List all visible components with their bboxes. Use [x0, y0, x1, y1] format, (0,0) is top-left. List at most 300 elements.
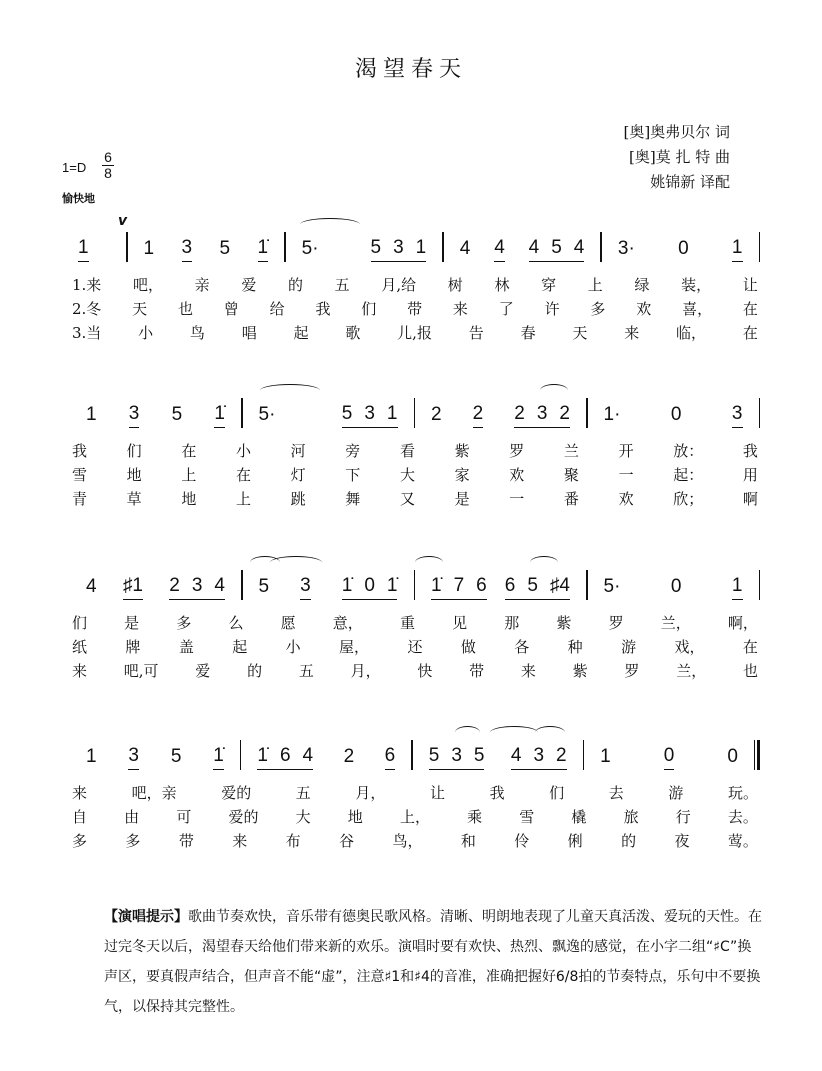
tie-slur [535, 726, 565, 739]
note: 5· [603, 576, 621, 597]
note: 0 [678, 238, 689, 259]
lyric-syllable: 放： [673, 442, 704, 460]
lyrics [70, 782, 760, 854]
lyric-syllable: 家 [454, 466, 470, 484]
note: 1̇ [214, 403, 225, 424]
lyric-syllable: 牌 [125, 638, 141, 656]
final-barline [754, 740, 760, 770]
lyrics-verse-1 [70, 612, 760, 636]
note: 6 [384, 745, 396, 766]
note: 1 [86, 746, 97, 767]
meter-bottom: 8 [104, 165, 112, 181]
score-system [70, 222, 760, 346]
lyric-syllable: 自 [72, 808, 88, 826]
lyrics [70, 612, 760, 684]
note-group [529, 237, 585, 262]
measure [243, 575, 414, 600]
note-group [182, 237, 193, 262]
lyric-syllable: 可 [176, 808, 192, 826]
note: 3 [533, 745, 545, 766]
lyric-syllable: 雪 [519, 808, 535, 826]
note: 6 [279, 745, 291, 766]
note: 1 [86, 404, 97, 425]
lyric-syllable: 开 [618, 442, 634, 460]
tempo-marking: 愉快地 [62, 192, 95, 205]
notes-row [70, 730, 760, 770]
lyric-syllable: 兰 [563, 442, 579, 460]
lyric-syllable: 吧,可 [123, 662, 159, 680]
lyric-syllable: 爱的 [228, 808, 259, 826]
lyric-syllable: 3.当 [72, 324, 102, 342]
note: 1 [600, 746, 611, 767]
note: 3 [536, 403, 548, 424]
lyric-syllable: 爱的 [221, 784, 252, 802]
note: 5 [219, 238, 231, 259]
lyric-syllable: 舞 [345, 490, 361, 508]
note-group [371, 237, 427, 262]
lyric-syllable: 曾 [223, 300, 239, 318]
note: 1 [731, 575, 743, 596]
note: 4 [459, 238, 471, 259]
note-group [144, 238, 155, 262]
lyric-syllable: 告 [468, 324, 484, 342]
lyric-syllable: 夜 [674, 832, 690, 850]
note: 5· [258, 404, 276, 425]
lyrics-verse-2 [70, 464, 760, 488]
lyric-syllable: 上 [587, 276, 603, 294]
composer: [奥]莫 扎 特 曲 [628, 148, 730, 166]
lyric-syllable: 和 [460, 832, 476, 850]
lyric-syllable: 小 [235, 442, 251, 460]
note: 4 [494, 237, 505, 258]
lyric-syllable: 五 [295, 784, 311, 802]
lyric-syllable: 地 [181, 490, 197, 508]
lyric-syllable: 啊 [742, 490, 758, 508]
note: 0 [663, 745, 675, 766]
lyric-syllable: 月， [355, 784, 386, 802]
measure [286, 237, 443, 262]
note-group [460, 238, 471, 262]
lyric-syllable: 还 [407, 638, 423, 656]
note: 3 [731, 403, 743, 424]
lyric-syllable: 来 [624, 324, 640, 342]
note: 3 [393, 237, 404, 258]
lyric-syllable: 草 [126, 490, 142, 508]
note-group [342, 575, 398, 600]
note-group [429, 745, 485, 770]
note: 5 [473, 745, 485, 766]
note-group [78, 237, 89, 262]
note: 1 [78, 237, 89, 258]
note-group [86, 746, 97, 770]
lyric-syllable: 又 [399, 490, 415, 508]
measure [415, 575, 586, 600]
note: 1· [603, 404, 621, 425]
note: 4 [214, 575, 225, 596]
lyric-syllable: 天 [572, 324, 588, 342]
tie-slur [490, 726, 538, 739]
lyrics-verse-1 [70, 274, 760, 298]
lyric-syllable: 么 [228, 614, 244, 632]
lyrics-verse-3 [70, 660, 760, 684]
note: 0 [727, 746, 738, 767]
lyrics-verse-2 [70, 806, 760, 830]
lyric-syllable: 们 [361, 300, 377, 318]
time-signature [102, 150, 114, 181]
lyric-syllable: 愿 [280, 614, 296, 632]
lyric-syllable: 跳 [290, 490, 306, 508]
lyric-syllable: 罗 [509, 442, 525, 460]
note-group [732, 575, 743, 600]
note: 5 [258, 576, 270, 597]
lyric-syllable: 带 [407, 300, 423, 318]
lyric-syllable: 们 [126, 442, 142, 460]
lyric-syllable: 旅 [623, 808, 639, 826]
lyric-syllable: 的 [287, 276, 303, 294]
note: 3 [128, 745, 139, 766]
note: 3 [128, 403, 140, 424]
lyric-syllable: 谷 [339, 832, 355, 850]
note: 1 [415, 237, 427, 258]
note: 5 [551, 237, 562, 258]
lyric-syllable: 多 [590, 300, 606, 318]
note-group [385, 745, 396, 770]
note: 2 [169, 575, 180, 596]
note: 2 [343, 746, 355, 767]
lyric-syllable: 玩。 [727, 784, 758, 802]
lyric-syllable: 一 [509, 490, 525, 508]
measure [243, 403, 414, 428]
lyric-syllable: 五 [298, 662, 314, 680]
lyric-syllable: 快 [417, 662, 433, 680]
note-group [259, 576, 270, 600]
lyric-syllable: 啊， [727, 614, 758, 632]
note-group [511, 745, 567, 770]
lyric-syllable: 来 [452, 300, 468, 318]
measure [70, 403, 241, 428]
lyric-syllable: 重 [399, 614, 415, 632]
lyric-syllable: 看 [399, 442, 415, 460]
lyric-syllable: 们 [549, 784, 565, 802]
lyrics-verse-3 [70, 830, 760, 854]
note: 1 [143, 238, 155, 259]
lyric-syllable: 那 [504, 614, 520, 632]
lyric-syllable: 下 [345, 466, 361, 484]
lyric-syllable: 们 [72, 614, 88, 632]
lyric-syllable: 我 [72, 442, 88, 460]
note: 7 [453, 575, 465, 596]
note: 5 [170, 746, 182, 767]
measure [241, 745, 411, 770]
lyrics-verse-3 [70, 322, 760, 346]
measure [413, 745, 583, 770]
tie-slur [530, 556, 558, 569]
score-system [70, 560, 760, 684]
note-group [300, 575, 311, 600]
note: 3· [617, 238, 635, 259]
tie-slur [455, 726, 480, 739]
lyric-syllable: 欣； [673, 490, 704, 508]
lyric-syllable: 我 [315, 300, 331, 318]
lyric-syllable: 我 [489, 784, 505, 802]
note-group [169, 575, 225, 600]
note-group [671, 576, 682, 600]
note-group [514, 403, 570, 428]
lyric-syllable: 也 [177, 300, 193, 318]
note-group [259, 404, 276, 428]
lyric-syllable: 歌 [345, 324, 361, 342]
lyric-syllable: 旁 [345, 442, 361, 460]
note-group [258, 237, 269, 262]
lyric-syllable: 也 [742, 662, 758, 680]
lyric-syllable: 俐 [567, 832, 583, 850]
lyric-syllable: 种 [567, 638, 583, 656]
lyric-syllable: 做 [460, 638, 476, 656]
tie-slur [415, 556, 443, 569]
lyric-syllable: 地 [347, 808, 363, 826]
lyric-syllable: 起： [673, 466, 704, 484]
note-group [342, 403, 398, 428]
lyric-syllable: 用 [742, 466, 758, 484]
lyric-syllable: 我 [742, 442, 758, 460]
lyric-syllable: 番 [563, 490, 579, 508]
note-group [664, 745, 675, 770]
tips-text: 歌曲节奏欢快，音乐带有德奥民歌风格。清晰、明朗地表现了儿童天真活泼、爱玩的天性。在过完冬天以后，渴望春天给他们带来新的欢乐。演唱时要有欢快、热烈、飘逸的感觉，在小字二组“♯C”换声区，要真假声结合，但声音不能“虚”，注意♯1和♯4的音准，准确把握好6/8拍的节奏特点，乐句中不要换气，以保持其完整性。 [104, 909, 762, 1015]
note-group [86, 404, 97, 428]
note-group [213, 745, 224, 770]
lyric-syllable: 河 [290, 442, 306, 460]
lyric-syllable: 布 [285, 832, 301, 850]
lyric-syllable: 林 [494, 276, 510, 294]
note-group [171, 746, 182, 770]
lyric-syllable: 在 [235, 466, 251, 484]
lyric-syllable: 亲 [194, 276, 210, 294]
lyric-syllable: 大 [399, 466, 415, 484]
note: 0 [364, 575, 375, 596]
measure [588, 403, 759, 428]
note-group [604, 404, 621, 428]
lyric-syllable: 纸 [72, 638, 88, 656]
lyric-syllable: 罗 [608, 614, 624, 632]
lyricist: [奥]奥弗贝尔 词 [623, 123, 730, 141]
lyric-syllable: 多 [176, 614, 192, 632]
note: 2 [431, 404, 442, 425]
note: 1̇ [431, 575, 442, 596]
score-system [70, 730, 760, 854]
measure [70, 575, 241, 600]
lyric-syllable: 在 [181, 442, 197, 460]
note: 5· [301, 238, 319, 259]
note: 5 [370, 237, 382, 258]
lyric-syllable: 罗 [624, 662, 640, 680]
lyric-syllable: 让 [429, 784, 445, 802]
lyric-syllable: 许 [544, 300, 560, 318]
note: 4 [86, 576, 97, 597]
meter-top: 6 [104, 149, 112, 165]
note-group [494, 237, 505, 262]
measure [602, 237, 759, 262]
lyric-syllable: 的 [621, 832, 637, 850]
lyric-syllable: 的 [247, 662, 263, 680]
lyric-syllable: 兰， [676, 662, 707, 680]
lyric-syllable: 是 [454, 490, 470, 508]
lyric-syllable: 各 [514, 638, 530, 656]
notes-row [70, 222, 760, 262]
note: 4 [302, 745, 314, 766]
note: 3 [181, 237, 193, 258]
note: 1 [731, 237, 743, 258]
lyric-syllable: 在 [742, 324, 758, 342]
lyric-syllable: 一 [618, 466, 634, 484]
lyric-syllable: 上， [399, 808, 430, 826]
lyric-syllable: 由 [124, 808, 140, 826]
lyric-syllable: 起 [232, 638, 248, 656]
lyric-syllable: 多 [125, 832, 141, 850]
lyric-syllable: 小 [138, 324, 154, 342]
note-group [302, 238, 319, 262]
note: 2 [514, 403, 525, 424]
note: 3 [364, 403, 375, 424]
lyric-syllable: 爱 [241, 276, 257, 294]
lyric-syllable: 鸟， [392, 832, 423, 850]
note: 3 [451, 745, 462, 766]
song-title: 渴望春天 [354, 57, 467, 82]
breath-mark-icon: v [118, 213, 128, 229]
tie-slur [260, 384, 320, 397]
notes-row [70, 388, 760, 428]
note-group [86, 576, 97, 600]
lyric-syllable: 带 [469, 662, 485, 680]
lyric-syllable: 兰， [660, 614, 691, 632]
lyric-syllable: 来 [232, 832, 248, 850]
note: 6 [504, 575, 516, 596]
tie-slur [540, 384, 568, 397]
lyric-syllable: 欢 [618, 490, 634, 508]
lyrics-verse-1 [70, 782, 760, 806]
lyrics-verse-2 [70, 636, 760, 660]
note: 1̇ [386, 575, 398, 596]
note: 1̇ [341, 575, 353, 596]
lyric-syllable: 紫 [556, 614, 572, 632]
note-group [220, 238, 231, 262]
lyric-syllable: 儿,报 [397, 324, 432, 342]
lyric-syllable: 1.来 [72, 276, 102, 294]
lyric-syllable: 装， [681, 276, 712, 294]
lyric-syllable: 吧， [132, 276, 163, 294]
barline [759, 232, 761, 262]
lyric-syllable: 意， [332, 614, 363, 632]
lyrics [70, 440, 760, 512]
lyric-syllable: 莺。 [727, 832, 758, 850]
score-system [70, 388, 760, 512]
lyric-syllable: 去 [608, 784, 624, 802]
note-group [129, 403, 140, 428]
lyric-syllable: 五 [334, 276, 350, 294]
measure [70, 745, 240, 770]
note: 2 [559, 403, 570, 424]
note: 0 [670, 404, 682, 425]
tie-slur [270, 556, 322, 569]
note: 1̇ [257, 745, 268, 766]
lyric-syllable: 喜， [682, 300, 713, 318]
lyric-syllable: 来 [72, 662, 88, 680]
note-group [473, 403, 484, 428]
note-group [600, 746, 611, 770]
note-group [727, 746, 738, 770]
lyric-syllable: 起 [293, 324, 309, 342]
note-group [128, 745, 139, 770]
lyric-syllable: 雪 [72, 466, 88, 484]
lyric-syllable: 紫 [454, 442, 470, 460]
note: 6 [476, 575, 487, 596]
lyric-syllable: 来 [72, 784, 88, 802]
note: 4 [528, 237, 540, 258]
lyric-syllable: 戏， [674, 638, 705, 656]
note: ♯4 [549, 575, 570, 596]
note-group [505, 575, 570, 600]
lyric-syllable: 月， [350, 662, 381, 680]
note: 3 [300, 575, 311, 596]
note-group [257, 745, 313, 770]
lyric-syllable: 春 [520, 324, 536, 342]
lyric-syllable: 绿 [634, 276, 650, 294]
lyric-syllable: 聚 [563, 466, 579, 484]
lyric-syllable: 去。 [727, 808, 758, 826]
lyric-syllable: 大 [295, 808, 311, 826]
lyric-syllable: 见 [452, 614, 468, 632]
measure [70, 237, 126, 262]
lyrics-verse-3 [70, 488, 760, 512]
translator: 姚锦新 译配 [650, 173, 730, 191]
lyric-syllable: 上 [181, 466, 197, 484]
lyric-syllable: 唱 [241, 324, 257, 342]
barline [759, 398, 761, 428]
lyric-syllable: 欢 [509, 466, 525, 484]
performance-tips [104, 902, 764, 1022]
key-signature: 1=D [62, 160, 87, 175]
lyric-syllable: 给 [269, 300, 285, 318]
note: 1̇ [257, 237, 269, 258]
credits [624, 120, 730, 195]
note: 5 [428, 745, 440, 766]
lyric-syllable: 行 [675, 808, 691, 826]
note: 1̇ [213, 745, 224, 766]
lyric-syllable: 小 [285, 638, 301, 656]
note-group [431, 575, 487, 600]
lyric-syllable: 在 [742, 638, 758, 656]
note-group [732, 403, 743, 428]
lyric-syllable: 鸟 [189, 324, 205, 342]
lyric-syllable: 天 [132, 300, 148, 318]
lyric-syllable: 来 [520, 662, 536, 680]
lyric-syllable: 带 [178, 832, 194, 850]
lyrics-verse-2 [70, 298, 760, 322]
measure [444, 237, 601, 262]
measure [584, 745, 754, 770]
note: ♯1 [122, 575, 143, 596]
note-group [618, 238, 635, 262]
lyric-syllable: 紫 [572, 662, 588, 680]
lyric-syllable: 游 [621, 638, 637, 656]
note: 3 [191, 575, 203, 596]
lyric-syllable: 屋， [339, 638, 370, 656]
lyric-syllable: 盖 [178, 638, 194, 656]
note-group [671, 404, 682, 428]
lyric-syllable: 临， [676, 324, 707, 342]
lyric-syllable: 2.冬 [72, 300, 102, 318]
lyric-syllable: 是 [124, 614, 140, 632]
lyric-syllable: 在 [742, 300, 758, 318]
